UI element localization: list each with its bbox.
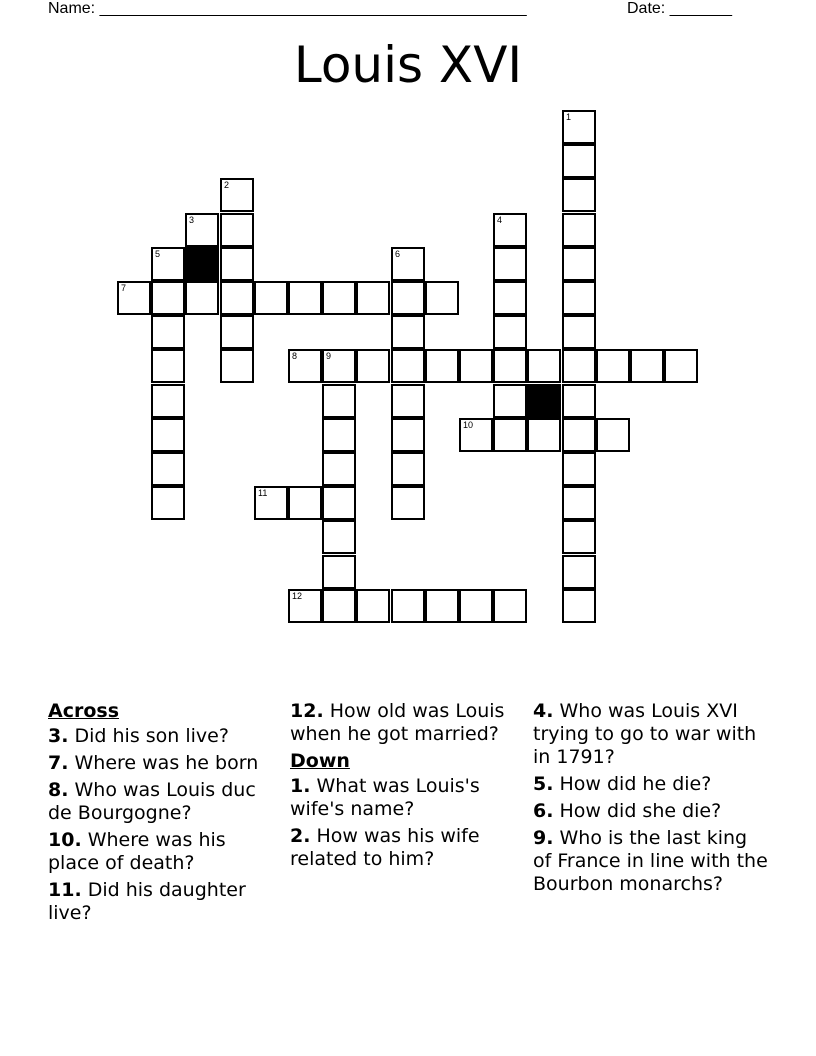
clue-number: 5. bbox=[533, 773, 554, 795]
grid-cell[interactable] bbox=[562, 247, 596, 281]
grid-cell[interactable] bbox=[151, 281, 185, 315]
grid-cell[interactable] bbox=[493, 281, 527, 315]
grid-cell[interactable] bbox=[254, 486, 288, 520]
clue-text: Who was Louis XVI trying to go to war with in 1791? bbox=[533, 700, 757, 768]
clue-text: Where was his place of death? bbox=[48, 829, 226, 874]
across-heading: Across bbox=[48, 700, 120, 722]
cell-number: 6 bbox=[395, 249, 401, 259]
clue-number: 11. bbox=[48, 879, 82, 901]
grid-cell[interactable] bbox=[562, 520, 596, 554]
cell-number: 11 bbox=[258, 488, 268, 498]
clue-text: How old was Louis when he got married? bbox=[290, 700, 505, 745]
cell-number: 1 bbox=[566, 112, 572, 122]
page-title: Louis XVI bbox=[293, 36, 523, 94]
clue-item bbox=[533, 773, 768, 796]
grid-cell[interactable] bbox=[322, 520, 356, 554]
grid-cell[interactable] bbox=[391, 281, 425, 315]
clue-item bbox=[533, 800, 768, 823]
grid-cell[interactable] bbox=[562, 144, 596, 178]
clue-item bbox=[533, 700, 768, 769]
clue-number: 9. bbox=[533, 827, 554, 849]
black-cell bbox=[185, 247, 219, 281]
clue-text: Did his son live? bbox=[68, 725, 229, 747]
grid-cell[interactable] bbox=[425, 349, 459, 383]
grid-cell[interactable] bbox=[425, 281, 459, 315]
grid-cell[interactable] bbox=[596, 418, 630, 452]
cell-number: 12 bbox=[292, 591, 303, 601]
grid-cell[interactable] bbox=[322, 349, 356, 383]
cell-number: 10 bbox=[463, 420, 474, 430]
grid-cell[interactable] bbox=[322, 555, 356, 589]
grid-cell[interactable] bbox=[151, 384, 185, 418]
clue-text: Where was he born bbox=[68, 752, 259, 774]
grid-cell[interactable] bbox=[185, 213, 219, 247]
grid-cell[interactable] bbox=[493, 418, 527, 452]
clue-item bbox=[290, 825, 515, 871]
clues-column-3 bbox=[533, 700, 768, 900]
grid-cell[interactable] bbox=[151, 315, 185, 349]
grid-cell[interactable] bbox=[356, 349, 390, 383]
grid-cell[interactable] bbox=[391, 452, 425, 486]
clues-column-2 bbox=[290, 700, 515, 875]
grid-cell[interactable] bbox=[288, 486, 322, 520]
grid-cell[interactable] bbox=[459, 589, 493, 623]
clue-text: Did his daughter live? bbox=[48, 879, 246, 924]
grid-cell[interactable] bbox=[562, 452, 596, 486]
grid-cell[interactable] bbox=[425, 589, 459, 623]
grid-cell[interactable] bbox=[220, 213, 254, 247]
grid-cell[interactable] bbox=[356, 281, 390, 315]
grid-cell[interactable] bbox=[391, 247, 425, 281]
grid-cell[interactable] bbox=[288, 281, 322, 315]
clue-item bbox=[533, 827, 768, 896]
grid-cell[interactable] bbox=[151, 349, 185, 383]
clues-column-1 bbox=[48, 700, 273, 929]
grid-cell[interactable] bbox=[220, 315, 254, 349]
grid-cell[interactable] bbox=[562, 555, 596, 589]
grid-cell[interactable] bbox=[493, 247, 527, 281]
grid-cell[interactable] bbox=[596, 349, 630, 383]
across-clue-list bbox=[48, 725, 273, 925]
grid-cell[interactable] bbox=[151, 452, 185, 486]
grid-cell[interactable] bbox=[562, 315, 596, 349]
cell-number: 4 bbox=[497, 215, 503, 225]
clue-item bbox=[48, 879, 273, 925]
down-clue-list bbox=[290, 775, 515, 871]
cell-number: 9 bbox=[326, 351, 332, 361]
grid-cell[interactable] bbox=[391, 589, 425, 623]
grid-cell[interactable] bbox=[562, 213, 596, 247]
grid-cell[interactable] bbox=[459, 349, 493, 383]
grid-cell[interactable] bbox=[356, 589, 390, 623]
grid-cell[interactable] bbox=[151, 418, 185, 452]
cell-number: 7 bbox=[121, 283, 127, 293]
black-cell bbox=[527, 384, 561, 418]
down-heading: Down bbox=[290, 750, 350, 772]
grid-cell[interactable] bbox=[493, 213, 527, 247]
grid-cell[interactable] bbox=[391, 315, 425, 349]
grid-cell[interactable] bbox=[322, 418, 356, 452]
clue-number: 3. bbox=[48, 725, 69, 747]
clue-text: How was his wife related to him? bbox=[290, 825, 480, 870]
name-field-label[interactable]: Name: ________________________________________________ bbox=[48, 0, 527, 17]
clue-text: What was Louis's wife's name? bbox=[290, 775, 480, 820]
clue-number: 7. bbox=[48, 752, 69, 774]
clue-item bbox=[48, 752, 273, 775]
across-clue-list-continued bbox=[290, 700, 515, 746]
grid-cell[interactable] bbox=[527, 349, 561, 383]
grid-cell[interactable] bbox=[185, 281, 219, 315]
clue-text: Who is the last king of France in line with the Bourbon monarchs? bbox=[533, 827, 768, 895]
grid-cell[interactable] bbox=[562, 178, 596, 212]
grid-cell[interactable] bbox=[527, 418, 561, 452]
grid-cell[interactable] bbox=[220, 178, 254, 212]
grid-cell[interactable] bbox=[664, 349, 698, 383]
grid-cell[interactable] bbox=[493, 589, 527, 623]
cell-number: 5 bbox=[155, 249, 161, 259]
grid-cell[interactable] bbox=[562, 281, 596, 315]
clue-number: 12. bbox=[290, 700, 324, 722]
grid-cell[interactable] bbox=[117, 281, 151, 315]
clue-text: Who was Louis duc de Bourgogne? bbox=[48, 779, 256, 824]
grid-cell[interactable] bbox=[391, 349, 425, 383]
grid-cell[interactable] bbox=[288, 349, 322, 383]
date-field-label[interactable]: Date: _______ bbox=[627, 0, 732, 17]
clue-number: 10. bbox=[48, 829, 82, 851]
clue-text: How did he die? bbox=[553, 773, 712, 795]
grid-cell[interactable] bbox=[562, 384, 596, 418]
clue-number: 4. bbox=[533, 700, 554, 722]
grid-cell[interactable] bbox=[630, 349, 664, 383]
grid-cell[interactable] bbox=[391, 384, 425, 418]
grid-cell[interactable] bbox=[220, 349, 254, 383]
grid-cell[interactable] bbox=[391, 486, 425, 520]
grid-cell[interactable] bbox=[322, 589, 356, 623]
clue-number: 1. bbox=[290, 775, 311, 797]
grid-cell[interactable] bbox=[562, 110, 596, 144]
clue-item bbox=[48, 829, 273, 875]
grid-cell[interactable] bbox=[322, 486, 356, 520]
grid-cell[interactable] bbox=[459, 418, 493, 452]
clue-text: How did she die? bbox=[553, 800, 722, 822]
clue-item bbox=[48, 779, 273, 825]
clue-item bbox=[48, 725, 273, 748]
grid-cell[interactable] bbox=[220, 281, 254, 315]
cell-number: 3 bbox=[189, 215, 195, 225]
clue-number: 2. bbox=[290, 825, 311, 847]
grid-cell[interactable] bbox=[493, 349, 527, 383]
grid-cell[interactable] bbox=[562, 349, 596, 383]
cell-number: 8 bbox=[292, 351, 298, 361]
clue-item bbox=[290, 700, 515, 746]
grid-cell[interactable] bbox=[391, 418, 425, 452]
grid-cell[interactable] bbox=[322, 281, 356, 315]
grid-cell[interactable] bbox=[322, 384, 356, 418]
grid-cell[interactable] bbox=[562, 589, 596, 623]
clue-number: 6. bbox=[533, 800, 554, 822]
clue-number: 8. bbox=[48, 779, 69, 801]
grid-cell[interactable] bbox=[562, 418, 596, 452]
cell-number: 2 bbox=[224, 180, 230, 190]
grid-cell[interactable] bbox=[562, 486, 596, 520]
grid-cell[interactable] bbox=[220, 247, 254, 281]
down-clue-list-continued bbox=[533, 700, 768, 896]
grid-cell[interactable] bbox=[493, 315, 527, 349]
grid-cell[interactable] bbox=[254, 281, 288, 315]
grid-cell[interactable] bbox=[322, 452, 356, 486]
grid-cell[interactable] bbox=[493, 384, 527, 418]
grid-cell[interactable] bbox=[151, 247, 185, 281]
grid-cell[interactable] bbox=[151, 486, 185, 520]
clue-item bbox=[290, 775, 515, 821]
grid-cell[interactable] bbox=[288, 589, 322, 623]
